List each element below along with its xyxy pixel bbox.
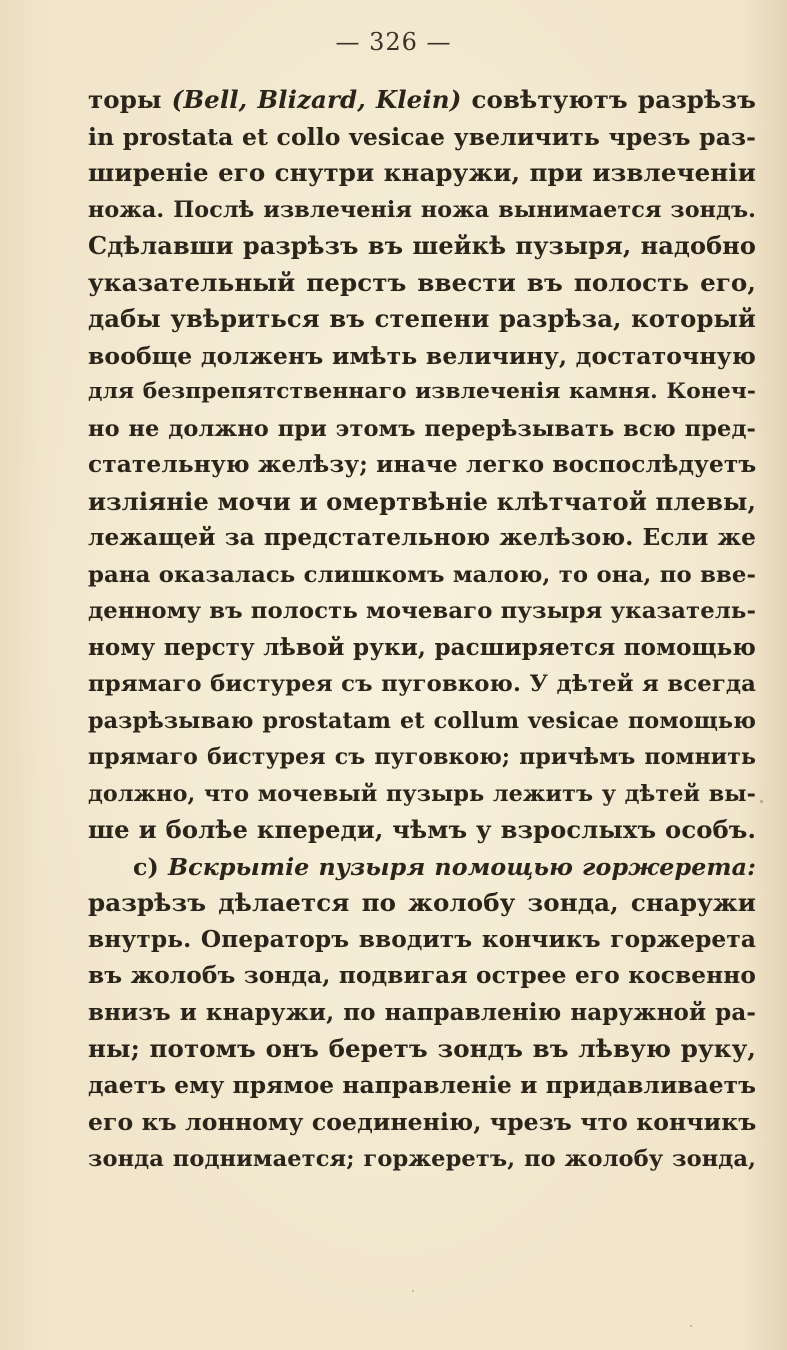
text-line bbox=[88, 958, 756, 995]
text-run: ному персту лѣвой руки, расширяется помощью bbox=[88, 633, 756, 661]
text-run: ше и болѣе кпереди, чѣмъ у взрослыхъ особъ. bbox=[88, 815, 756, 844]
paper-speck bbox=[690, 1325, 692, 1327]
italic-text: Вскрытіе пузыря помощью горжерета: bbox=[167, 852, 756, 881]
text-line bbox=[88, 301, 756, 338]
text-run: зонда поднимается; горжеретъ, по жолобу зонда, bbox=[88, 1145, 756, 1172]
italic-text: (Bell, Blizard, Klein) bbox=[171, 85, 462, 114]
text-line bbox=[88, 338, 756, 375]
text-line bbox=[88, 849, 756, 886]
text-run: ны; потомъ онъ беретъ зондъ въ лѣвую руку, bbox=[88, 1034, 756, 1063]
text-line bbox=[88, 484, 756, 521]
text-line bbox=[88, 447, 756, 484]
text-line bbox=[88, 922, 756, 959]
text-run: ножа. Послѣ извлеченія ножа вынимается зондъ. bbox=[88, 196, 756, 223]
text-run: дабы увѣриться въ степени разрѣза, который bbox=[88, 304, 756, 333]
text-run: прямаго бистурея съ пуговкою. У дѣтей я всегда bbox=[88, 671, 756, 697]
paper-speck bbox=[760, 800, 763, 803]
text-line bbox=[88, 1031, 756, 1068]
text-line bbox=[88, 1104, 756, 1141]
text-line bbox=[88, 411, 756, 448]
text-run: должно, что мочевый пузырь лежитъ у дѣтей вы- bbox=[88, 780, 756, 807]
text-line bbox=[88, 593, 756, 630]
text-line bbox=[88, 119, 756, 156]
text-line bbox=[88, 192, 756, 229]
text-run: стательную желѣзу; иначе легко воспослѣдуетъ bbox=[88, 451, 756, 478]
text-line bbox=[88, 812, 756, 849]
text-line bbox=[88, 374, 756, 411]
text-line bbox=[88, 630, 756, 667]
text-run: изліяніе мочи и омертвѣніе клѣтчатой плевы, bbox=[88, 486, 756, 516]
text-line bbox=[88, 520, 756, 557]
text-run: ширеніе его снутри кнаружи, при извлеченіи bbox=[88, 158, 756, 187]
text-run: совѣтуютъ разрѣзъ bbox=[461, 85, 756, 114]
text-run: in prostata et collo vesicae увеличить чрезъ раз- bbox=[88, 122, 756, 151]
text-run: прямаго бистурея съ пуговкою; причѣмъ помнить bbox=[88, 744, 756, 770]
page-number: — 326 — bbox=[335, 28, 452, 56]
text-run: для безпрепятственнаго извлеченія камня. Конеч- bbox=[88, 379, 756, 404]
text-run: рана оказалась слишкомъ малою, то она, по вве- bbox=[88, 561, 756, 588]
text-run: его къ лонному соединенію, чрезъ что кончикъ bbox=[88, 1108, 756, 1136]
text-run: разрѣзъ дѣлается по жолобу зонда, снаружи bbox=[88, 888, 756, 917]
text-run: указательный перстъ ввести въ полость его, bbox=[88, 267, 756, 297]
paper-speck bbox=[412, 1290, 414, 1292]
body-text bbox=[88, 82, 756, 1177]
text-line bbox=[88, 666, 756, 703]
text-run: денному въ полость мочеваго пузыря указатель- bbox=[88, 598, 756, 624]
text-run: вообще долженъ имѣть величину, достаточную bbox=[88, 341, 756, 370]
text-line bbox=[88, 557, 756, 594]
text-line bbox=[88, 776, 756, 813]
text-run: торы bbox=[88, 85, 172, 114]
text-run: Сдѣлавши разрѣзъ въ шейкѣ пузыря, надобно bbox=[88, 231, 756, 260]
text-line bbox=[88, 265, 756, 302]
text-line bbox=[88, 739, 756, 776]
text-run: c) bbox=[133, 852, 168, 881]
text-line bbox=[88, 995, 756, 1032]
text-run: внизъ и кнаружи, по направленію наружной ра- bbox=[88, 998, 756, 1026]
text-run: разрѣзываю prostatam et collum vesicae помощью bbox=[88, 707, 756, 734]
text-line bbox=[88, 1068, 756, 1105]
text-run: въ жолобъ зонда, подвигая острее его косвенно bbox=[88, 962, 756, 989]
text-line bbox=[88, 1141, 756, 1178]
text-line bbox=[88, 228, 756, 265]
text-line bbox=[88, 885, 756, 922]
text-run: даетъ ему прямое направленіе и придавливаетъ bbox=[88, 1071, 756, 1099]
text-run: лежащей за предстательною желѣзою. Если же bbox=[88, 524, 756, 551]
text-line bbox=[88, 82, 756, 119]
text-run: но не должно при этомъ перерѣзывать всю пред- bbox=[88, 415, 756, 442]
text-line bbox=[88, 155, 756, 192]
text-run: внутрь. Операторъ вводитъ кончикъ горжерета bbox=[88, 925, 756, 953]
text-line bbox=[88, 703, 756, 740]
